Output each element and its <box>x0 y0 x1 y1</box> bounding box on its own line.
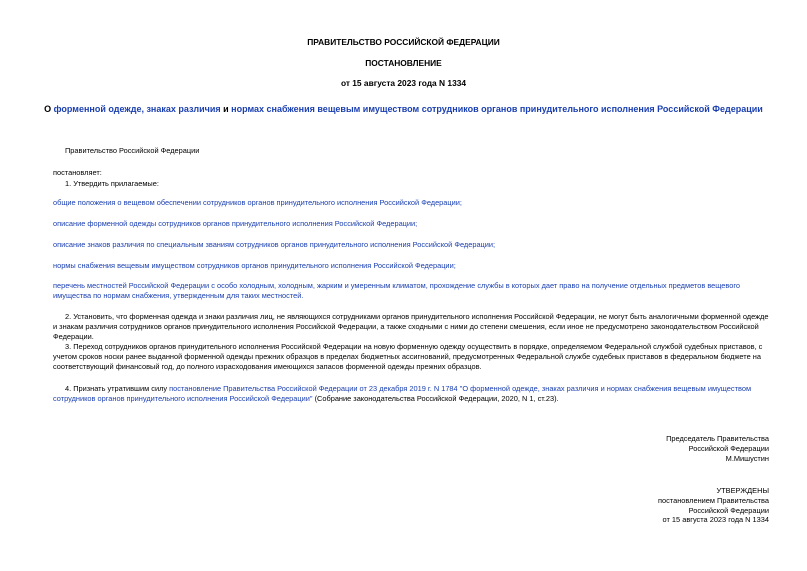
approval-block <box>658 486 769 525</box>
signature-name: М.Мишустин <box>725 453 769 463</box>
signature-position: Председатель Правительства <box>666 434 769 443</box>
link-climate-list[interactable]: перечень местностей Российской Федерации с особо холодным, холодным, жарким и умеренным климатом, прохождение службы в которых дает право на получение отдельных предметов вещевого имущества по нормам снабжения, утвержденным для таких местностей. <box>53 281 740 300</box>
signature-block <box>666 434 769 463</box>
link-uniform-description[interactable]: описание форменной одежды сотрудников органов принудительного исполнения Российской Федерации; <box>53 219 418 228</box>
title-mid: и <box>220 104 232 114</box>
approval-line-2: постановлением Правительства <box>658 495 769 505</box>
document-type: ПОСТАНОВЛЕНИЕ <box>365 58 442 68</box>
link-general-provisions[interactable]: общие положения о вещевом обеспечении сотрудников органов принудительного исполнения Российской Федерации; <box>53 198 462 207</box>
intro-text: Правительство Российской Федерации <box>65 146 200 155</box>
item-2: 2. Установить, что форменная одежда и знаки различия лиц, не являющихся сотрудниками органов принудительного исполнения Российской Федерации, не могут быть аналогичными форменной одежде и знакам различия сотрудников органов принудительного исполнения Российской Федерации, а также сходными с ними до степени смешения, если иное не предусмотрено законодательством Российской Федерации. <box>53 312 769 341</box>
item-1: 1. Утвердить прилагаемые: <box>65 179 159 188</box>
link-insignia-description[interactable]: описание знаков различия по специальным званиям сотрудников органов принудительного исполнения Российской Федерации; <box>53 240 496 249</box>
item-3: 3. Переход сотрудников органов принудительного исполнения Российской Федерации на новую форменную одежду осуществить в порядке, определяемом Федеральной службой судебных приставов, с учетом сроков носки ранее выданной форменной одежды прежних образцов в пределах бюджетных ассигнований, предусмотренных Федеральной службе судебных приставов в федеральном бюджете на соответствующий финансовый год, до полного израсходования имеющихся запасов форменной одежды прежних образцов. <box>53 342 763 371</box>
title-prefix: О <box>44 104 54 114</box>
item-4-prefix: 4. Признать утратившим силу <box>65 384 170 393</box>
title-link-uniform[interactable]: форменной одежде, знаках различия <box>53 104 221 114</box>
item-4-suffix: (Собрание законодательства Российской Федерации, 2020, N 1, ст.23). <box>312 393 559 403</box>
document-title <box>30 104 777 116</box>
approval-line-3: Российской Федерации <box>688 505 769 515</box>
link-repealed-decree[interactable]: постановление Правительства Российской Федерации от 23 декабря 2019 г. N 1784 "О форменной одежде, знаках различия и нормах снабжения вещевым имуществом сотрудников органов принудительного исполнения Российской Федерации" <box>53 384 752 403</box>
approval-line-4: от 15 августа 2023 года N 1334 <box>662 515 769 525</box>
document-date-number: от 15 августа 2023 года N 1334 <box>340 78 467 88</box>
approval-line-1: УТВЕРЖДЕНЫ <box>716 486 769 495</box>
link-supply-norms[interactable]: нормы снабжения вещевым имуществом сотрудников органов принудительного исполнения Российской Федерации; <box>53 261 456 270</box>
title-link-norms[interactable]: нормах снабжения вещевым имуществом сотрудников органов принудительного исполнения Российской Федерации <box>231 104 763 114</box>
government-heading: ПРАВИТЕЛЬСТВО РОССИЙСКОЙ ФЕДЕРАЦИИ <box>307 37 500 47</box>
item-4 <box>53 384 773 404</box>
resolves-text: постановляет: <box>53 168 102 177</box>
signature-org: Российской Федерации <box>688 443 769 453</box>
